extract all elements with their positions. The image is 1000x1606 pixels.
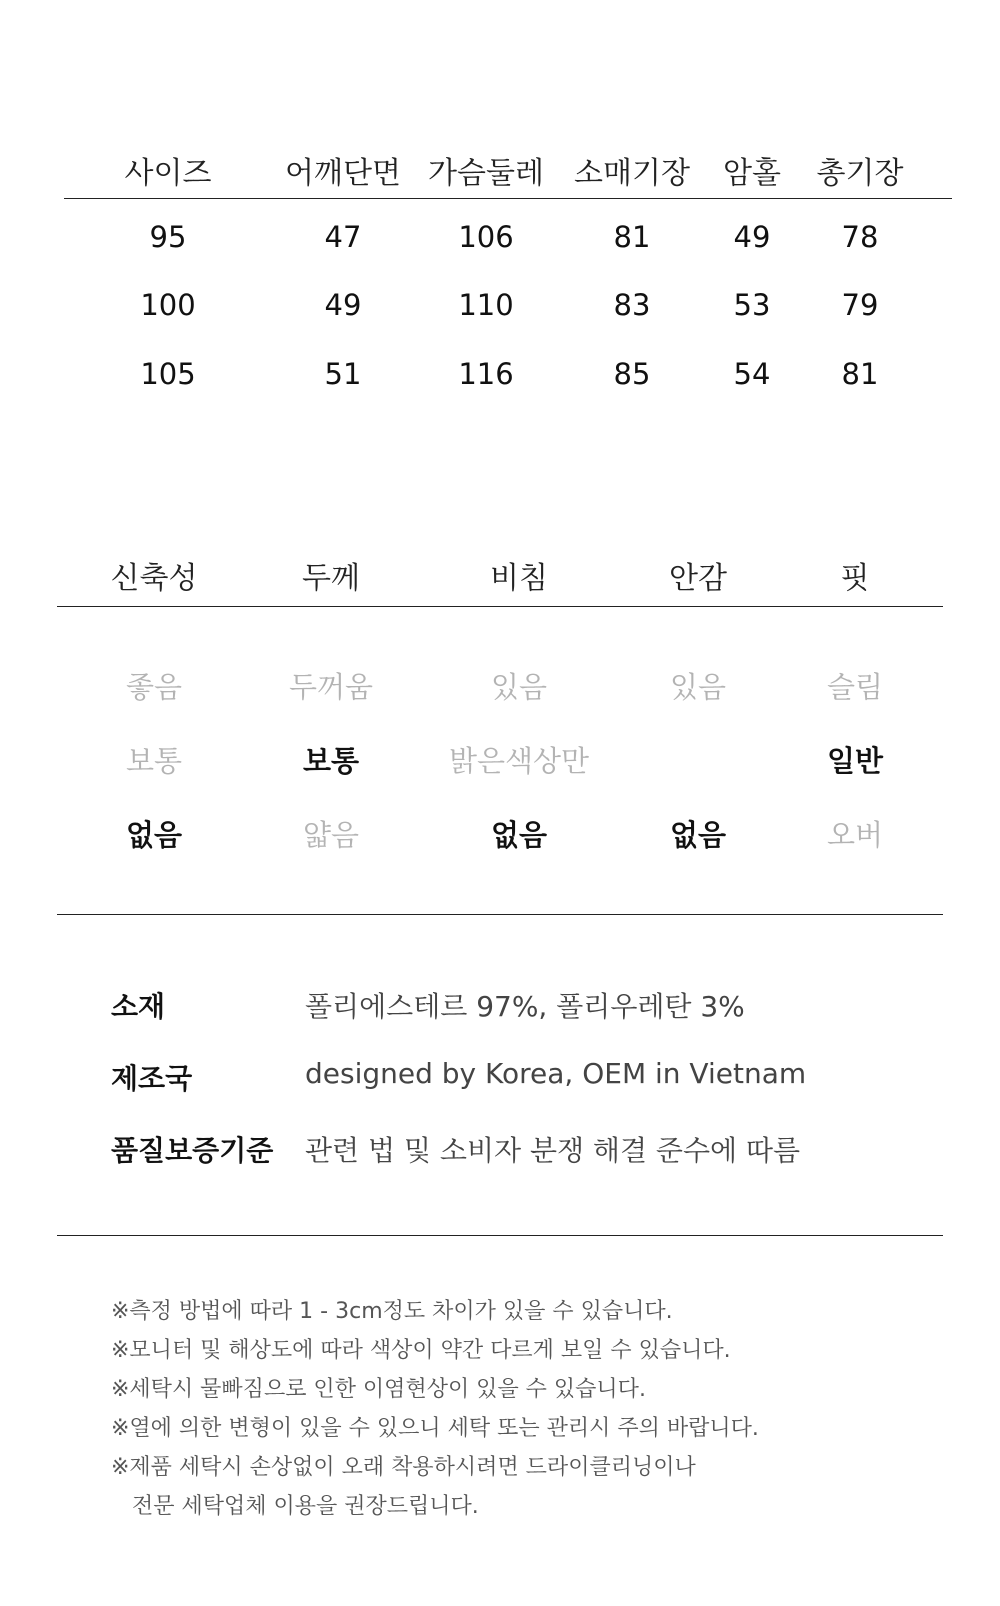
attr-option: 두꺼움 <box>288 670 374 704</box>
attr-bottom-divider <box>57 914 943 915</box>
spec-label-origin: 제조국 <box>111 1062 193 1095</box>
size-cell: 85 <box>613 357 651 391</box>
attr-option: 없음 <box>125 818 183 852</box>
attr-option: 보통 <box>302 744 360 778</box>
attr-header-sheerness: 비침 <box>490 561 548 596</box>
size-cell: 105 <box>140 357 196 391</box>
spec-label-material: 소재 <box>111 990 166 1023</box>
attr-option: 밝은색상만 <box>448 744 590 778</box>
spec-value-warranty: 관련 법 및 소비자 분쟁 해결 준수에 따름 <box>305 1134 801 1167</box>
note-line: ※열에 의한 변형이 있을 수 있으니 세탁 또는 관리시 주의 바랍니다. <box>111 1416 759 1441</box>
attr-header-stretch: 신축성 <box>110 561 198 596</box>
size-cell: 110 <box>458 288 514 322</box>
attr-option: 있음 <box>669 670 727 704</box>
spec-value-material: 폴리에스테르 97%, 폴리우레탄 3% <box>305 990 745 1023</box>
size-cell: 100 <box>140 288 196 322</box>
note-line: ※측정 방법에 따라 1 - 3cm정도 차이가 있을 수 있습니다. <box>111 1299 673 1324</box>
size-cell: 81 <box>841 357 879 391</box>
attr-option: 슬림 <box>826 670 884 704</box>
size-header-armhole: 암홀 <box>723 156 781 191</box>
attr-option: 없음 <box>490 818 548 852</box>
size-cell: 83 <box>613 288 651 322</box>
attr-header-divider <box>57 606 943 607</box>
care-notes <box>111 1292 759 1526</box>
size-cell: 106 <box>458 220 514 254</box>
attr-option: 없음 <box>669 818 727 852</box>
size-header-chest: 가슴둘레 <box>428 156 544 191</box>
attr-option: 보통 <box>125 744 183 778</box>
size-cell: 78 <box>841 220 879 254</box>
size-cell: 49 <box>733 220 771 254</box>
attr-option: 일반 <box>826 744 884 778</box>
size-header-size: 사이즈 <box>124 156 212 191</box>
size-cell: 79 <box>841 288 879 322</box>
spec-label-warranty: 품질보증기준 <box>111 1134 274 1167</box>
note-line: 전문 세탁업체 이용을 권장드립니다. <box>111 1494 479 1519</box>
attr-option: 얇음 <box>302 818 360 852</box>
size-header-sleeve: 소매기장 <box>574 156 690 191</box>
attr-header-thickness: 두께 <box>302 561 360 596</box>
size-cell: 81 <box>613 220 651 254</box>
size-cell: 49 <box>324 288 362 322</box>
size-header-divider <box>64 198 952 199</box>
size-cell: 51 <box>324 357 362 391</box>
attr-option: 있음 <box>490 670 548 704</box>
attr-header-lining: 안감 <box>669 561 727 596</box>
note-line: ※모니터 및 해상도에 따라 색상이 약간 다르게 보일 수 있습니다. <box>111 1338 731 1363</box>
note-line: ※세탁시 물빠짐으로 인한 이염현상이 있을 수 있습니다. <box>111 1377 646 1402</box>
size-cell: 54 <box>733 357 771 391</box>
attr-option: 좋음 <box>125 670 183 704</box>
size-cell: 95 <box>149 220 187 254</box>
note-line: ※제품 세탁시 손상없이 오래 착용하시려면 드라이클리닝이나 <box>111 1455 696 1480</box>
size-cell: 53 <box>733 288 771 322</box>
attr-option: 오버 <box>826 818 884 852</box>
spec-value-origin: designed by Korea, OEM in Vietnam <box>305 1057 807 1090</box>
size-cell: 47 <box>324 220 362 254</box>
size-header-shoulder: 어깨단면 <box>285 156 401 191</box>
attr-header-fit: 핏 <box>840 561 870 596</box>
size-cell: 116 <box>458 357 514 391</box>
spec-bottom-divider <box>57 1235 943 1236</box>
size-header-total-length: 총기장 <box>816 156 904 191</box>
